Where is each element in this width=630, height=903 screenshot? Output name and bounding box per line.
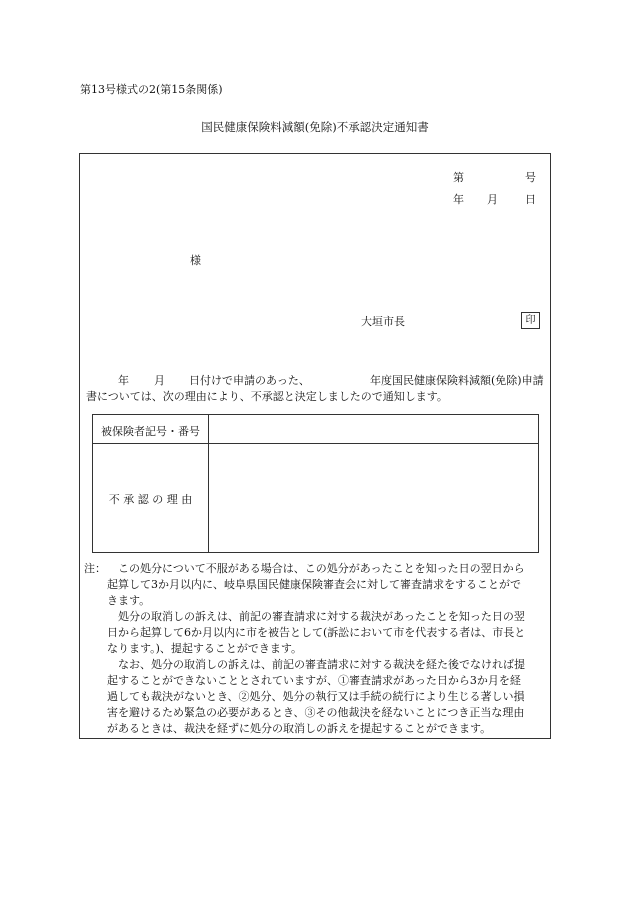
number-suffix: 号	[525, 171, 536, 184]
note-line: なります。)、提起することができます。	[107, 642, 303, 655]
note-line: この処分について不服がある場合は、この処分があったことを知った日の翌日から	[118, 562, 525, 575]
seal-mark: 印	[521, 312, 540, 329]
note-line: 害を避けるため緊急の必要があるとき、③その他裁決を経ないことにつき正当な理由	[107, 706, 525, 719]
note-line: 処分の取消しの訴えは、前記の審査請求に対する裁決があったことを知った日の翌	[118, 610, 525, 623]
table-column-divider	[208, 415, 209, 552]
number-prefix: 第	[453, 171, 464, 184]
note-line: があるときは、裁決を経ずに処分の取消しの訴えを提起することができます。	[107, 722, 492, 735]
issuer: 大垣市長	[361, 315, 405, 328]
note-line: 起算して3か月以内に、岐阜県国民健康保険審査会に対して審査請求をすることがで	[107, 578, 521, 591]
body-month: 月	[154, 374, 165, 387]
form-number: 第13号様式の2(第15条関係)	[80, 83, 223, 96]
notes-label: 注：	[84, 562, 106, 575]
body-text-1-tail: 年度国民健康保険料減額(免除)申請	[370, 374, 544, 387]
recipient-suffix: 様	[190, 254, 201, 267]
body-text-2: 書については、次の理由により、不承認と決定しましたので通知します。	[86, 390, 448, 403]
note-line: なお、処分の取消しの訴えは、前記の審査請求に対する裁決を経た後でなければ提	[118, 658, 525, 671]
date-month: 月	[487, 193, 498, 206]
document-title: 国民健康保険料減額(免除)不承認決定通知書	[201, 120, 429, 134]
note-line: 過しても裁決がないとき、②処分、処分の執行又は手続の続行により生じる著しい損	[107, 690, 525, 703]
body-year: 年	[118, 374, 129, 387]
date-year: 年	[453, 193, 464, 206]
rejection-reason-label: 不 承 認 の 理 由	[108, 493, 193, 506]
note-line: 起することができないこととされていますが、①審査請求があった日から3か月を経	[107, 674, 521, 687]
info-table	[92, 414, 539, 553]
date-day: 日	[525, 193, 536, 206]
body-text-1: 日付けで申請のあった、	[189, 374, 310, 387]
note-line: 日から起算して6か月以内に市を被告として(訴訟において市を代表する者は、市長と	[107, 626, 526, 639]
insured-number-label: 被保険者記号・番号	[101, 425, 200, 438]
table-row-divider	[93, 443, 538, 444]
note-line: きます。	[107, 594, 151, 607]
